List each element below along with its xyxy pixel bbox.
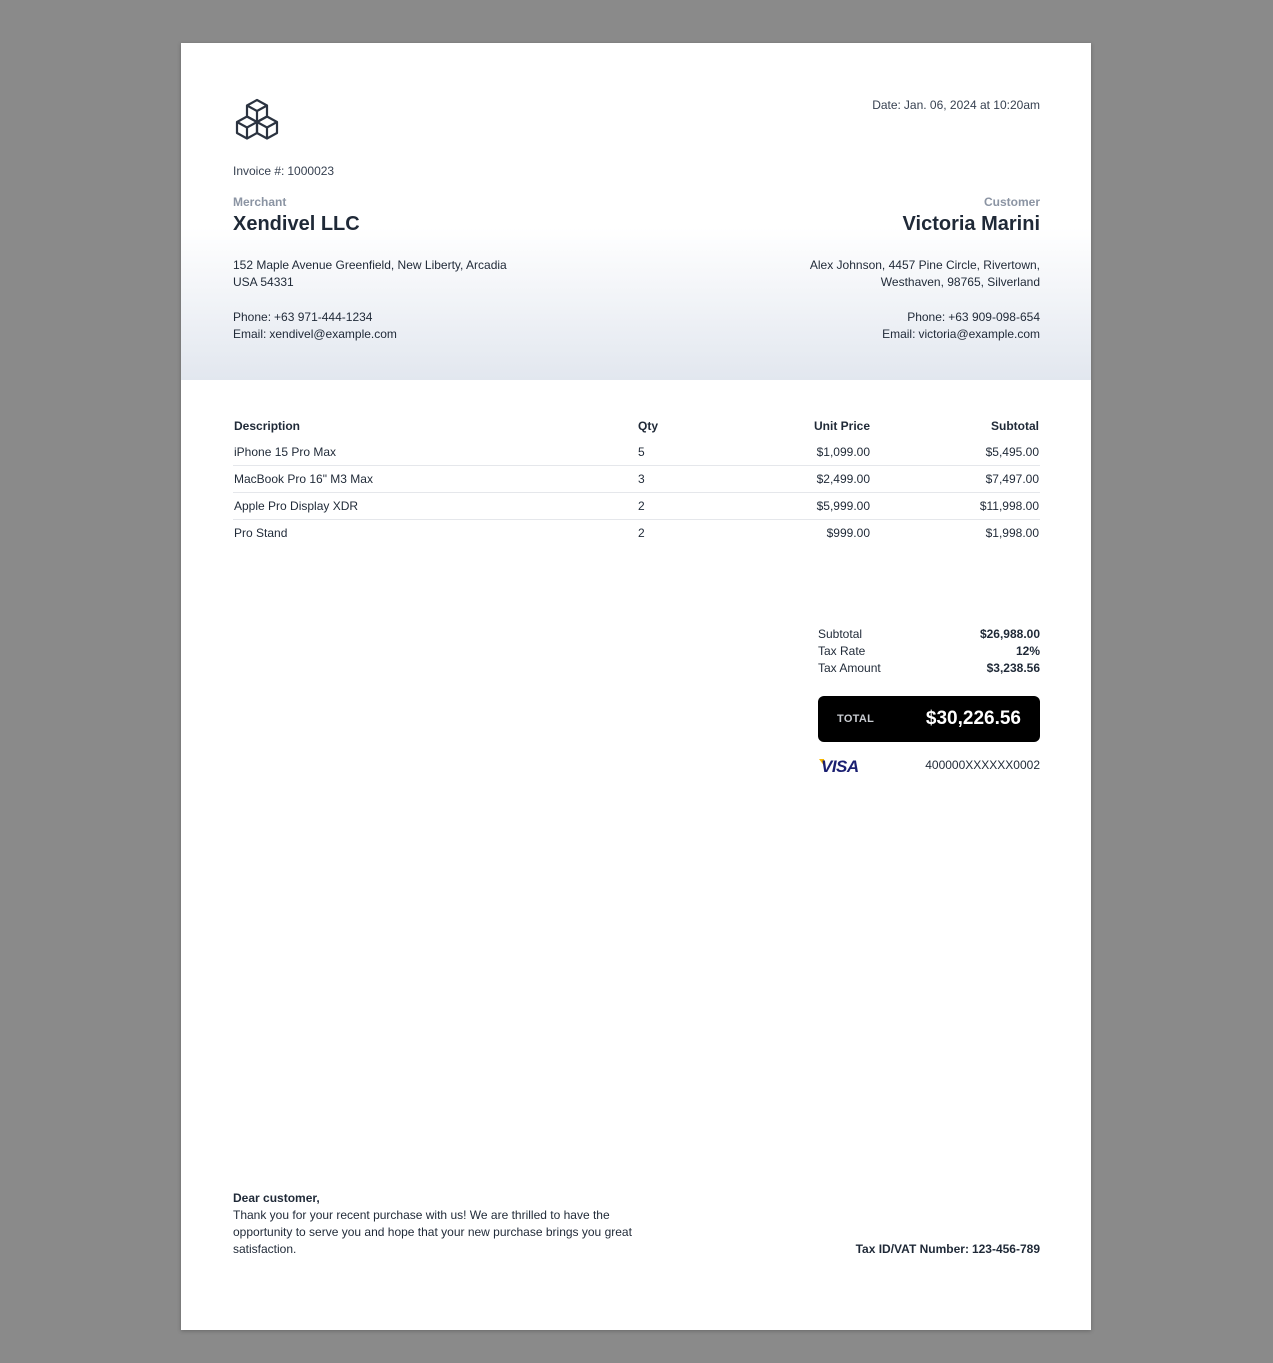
item-description: Apple Pro Display XDR (233, 493, 637, 520)
table-row (233, 493, 1040, 520)
summary-tax-rate-value: 12% (1015, 644, 1040, 658)
customer-address: Alex Johnson, 4457 Pine Circle, Rivertown, Westhaven, 98765, Silverland (809, 258, 1040, 289)
customer-name: Victoria Marini (902, 213, 1040, 235)
total-value: $30,226.56 (925, 708, 1021, 729)
item-qty: 2 (637, 493, 729, 520)
total-box (818, 696, 1040, 742)
table-row (233, 439, 1040, 466)
greeting: Dear customer, (233, 1191, 320, 1205)
visa-logo-icon (818, 755, 866, 775)
invoice-page (181, 43, 1091, 1330)
item-subtotal: $5,495.00 (985, 445, 1039, 459)
thank-you-note (233, 1190, 633, 1258)
merchant-name: Xendivel LLC (233, 213, 360, 235)
item-unit-price: $1,099.00 (816, 445, 870, 459)
invoice-number: Invoice #: 1000023 (233, 164, 335, 178)
summary-subtotal-row (818, 626, 1040, 643)
thank-you-message: Thank you for your recent purchase with us! We are thrilled to have the opportunity to serve you and hope that your new purchase brings you great satisfaction. (233, 1208, 632, 1256)
summary-tax-amount-row (818, 660, 1040, 677)
table-row (233, 466, 1040, 493)
item-description: iPhone 15 Pro Max (234, 445, 337, 459)
customer-phone: Phone: +63 909-098-654 (907, 310, 1040, 324)
item-qty: 2 (637, 520, 729, 547)
item-subtotal: $1,998.00 (871, 520, 1040, 547)
payment-method (818, 754, 1040, 776)
summary-tax-amount-label: Tax Amount (818, 661, 881, 675)
summary-tax-amount-value: $3,238.56 (986, 661, 1040, 675)
column-header-unit-price: Unit Price (813, 419, 870, 433)
summary-subtotal-value: $26,988.00 (979, 627, 1040, 641)
card-number: 400000XXXXXX0002 (925, 758, 1040, 772)
merchant-label: Merchant (233, 195, 287, 209)
cubes-logo-icon (233, 98, 281, 144)
merchant-email: Email: xendivel@example.com (233, 327, 397, 341)
total-label: TOTAL (837, 713, 875, 725)
invoice-date: Date: Jan. 06, 2024 at 10:20am (872, 98, 1040, 112)
svg-text:VISA: VISA (821, 757, 859, 775)
item-qty: 5 (638, 445, 645, 459)
item-unit-price: $999.00 (729, 520, 871, 547)
line-items-table (233, 413, 1040, 546)
customer-contact (882, 309, 1040, 343)
item-subtotal: $11,998.00 (871, 493, 1040, 520)
summary-tax-rate-label: Tax Rate (818, 644, 866, 658)
merchant-phone: Phone: +63 971-444-1234 (233, 310, 373, 324)
column-header-description: Description (234, 419, 301, 433)
item-qty: 3 (637, 466, 729, 493)
merchant-contact (233, 309, 397, 343)
summary-subtotal-label: Subtotal (818, 627, 863, 641)
item-subtotal: $7,497.00 (871, 466, 1040, 493)
customer-label: Customer (983, 195, 1040, 209)
item-unit-price: $5,999.00 (729, 493, 871, 520)
item-unit-price: $2,499.00 (729, 466, 871, 493)
table-header-row (233, 413, 1040, 439)
invoice-header (181, 43, 1091, 380)
column-header-qty: Qty (638, 419, 659, 433)
table-row (233, 520, 1040, 547)
tax-id: Tax ID/VAT Number: 123-456-789 (855, 1242, 1040, 1256)
customer-email: Email: victoria@example.com (882, 327, 1040, 341)
summary-tax-rate-row (818, 643, 1040, 660)
merchant-address: 152 Maple Avenue Greenfield, New Liberty, Arcadia USA 54331 (233, 258, 507, 289)
totals-summary (818, 626, 1040, 677)
column-header-subtotal: Subtotal (991, 419, 1039, 433)
item-description: MacBook Pro 16" M3 Max (233, 466, 637, 493)
item-description: Pro Stand (233, 520, 637, 547)
